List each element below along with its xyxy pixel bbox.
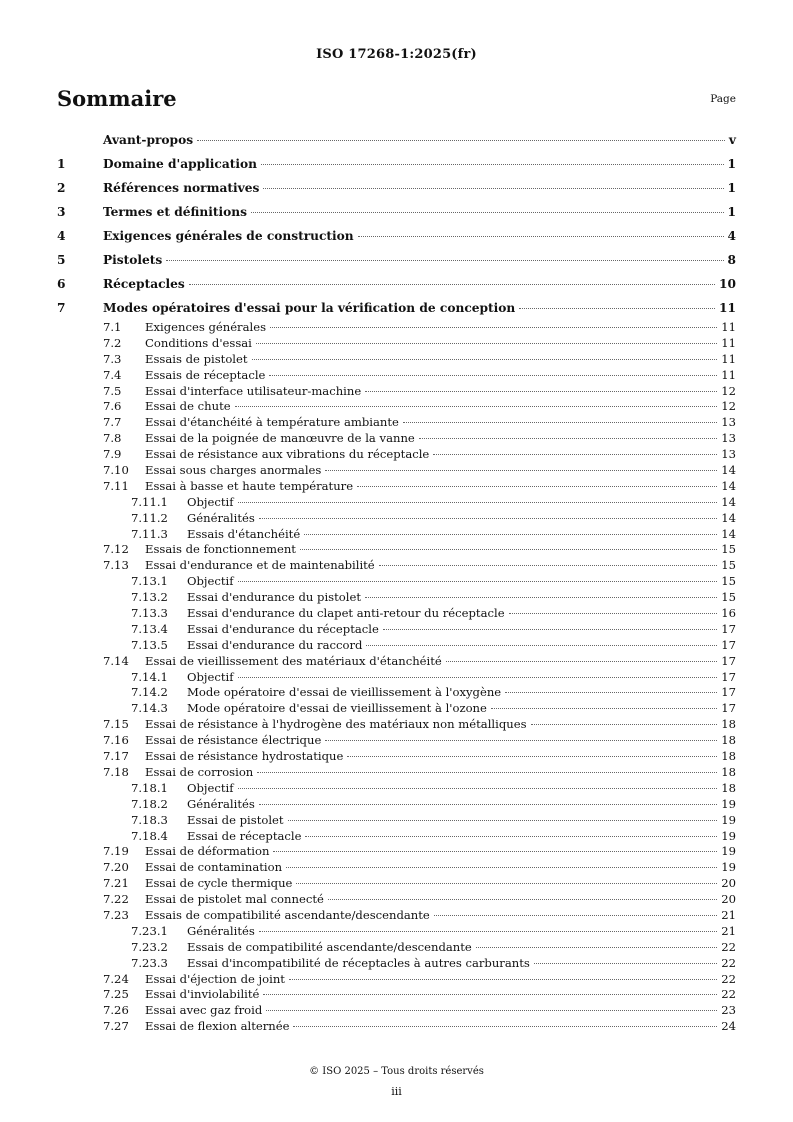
toc-entry[interactable]	[57, 685, 736, 701]
toc-entry[interactable]	[57, 638, 736, 654]
toc-entry-page: 17	[721, 637, 736, 652]
toc-dot-leader	[266, 1010, 717, 1011]
toc-entry-page: 22	[721, 939, 736, 954]
toc-entry-title: Domaine d'application	[103, 157, 257, 171]
toc-entry[interactable]	[57, 606, 736, 622]
toc-entry[interactable]	[57, 844, 736, 860]
toc-entry-number: 7.14.3	[131, 701, 168, 716]
toc-entry-page: 18	[721, 717, 736, 732]
toc-entry-number: 7.6	[103, 399, 122, 414]
toc-entry-title: Essai d'endurance du réceptacle	[187, 621, 379, 636]
toc-entry[interactable]	[57, 670, 736, 686]
toc-dot-leader	[403, 422, 717, 423]
toc-entry-page: 12	[721, 399, 736, 414]
toc-entry-title: Exigences générales de construction	[103, 229, 354, 243]
toc-entry-number: 7.26	[103, 1003, 129, 1018]
toc-entry-page: 11	[721, 367, 736, 382]
toc-dot-leader	[328, 899, 717, 900]
toc-dot-leader	[197, 140, 725, 141]
toc-entry-number: 7.18	[103, 764, 129, 779]
toc-dot-leader	[358, 236, 724, 237]
toc-dot-leader	[259, 518, 717, 519]
toc-entry-number: 7.13.5	[131, 637, 168, 652]
toc-entry-page: 14	[721, 526, 736, 541]
toc-entry-number: 7.19	[103, 844, 129, 859]
toc-entry-page: 19	[721, 860, 736, 875]
toc-entry[interactable]	[57, 701, 736, 717]
toc-entry-number: 7.13	[103, 558, 129, 573]
toc-entry-number: 7.23.1	[131, 923, 168, 938]
toc-entry[interactable]	[57, 296, 736, 320]
toc-entry[interactable]	[57, 749, 736, 765]
toc-entry-title: Essai d'éjection de joint	[145, 971, 285, 986]
toc-entry[interactable]	[57, 797, 736, 813]
toc-entry-title: Essai sous charges anormales	[145, 463, 322, 478]
toc-dot-leader	[383, 629, 717, 630]
toc-dot-leader	[257, 772, 717, 773]
copyright-footer: © ISO 2025 – Tous droits réservés	[309, 1066, 484, 1077]
toc-entry-title: Essais de réceptacle	[145, 367, 266, 382]
toc-entry-page: 12	[721, 383, 736, 398]
toc-entry-number: 7.23	[103, 907, 129, 922]
toc-entry-title: Essai de pistolet	[187, 812, 284, 827]
toc-entry[interactable]	[57, 368, 736, 384]
toc-dot-leader	[305, 836, 717, 837]
toc-entry[interactable]	[57, 622, 736, 638]
toc-entry-number: 7.13.4	[131, 621, 168, 636]
toc-dot-leader	[365, 391, 717, 392]
page-column-label: Page	[710, 93, 736, 105]
toc-entry-title: Essais de fonctionnement	[145, 542, 296, 557]
toc-entry-title: Essai de résistance à l'hydrogène des matériaux non métalliques	[145, 717, 527, 732]
toc-dot-leader	[531, 724, 718, 725]
toc-entry-page: 18	[721, 733, 736, 748]
toc-entry[interactable]	[57, 1019, 736, 1035]
toc-entry[interactable]	[57, 972, 736, 988]
toc-dot-leader	[296, 883, 717, 884]
toc-entry-title: Essai de contamination	[145, 860, 283, 875]
toc-dot-leader	[366, 645, 717, 646]
toc-entry-title: Essais de compatibilité ascendante/descendante	[187, 939, 472, 954]
toc-entry[interactable]	[57, 558, 736, 574]
toc-dot-leader	[293, 1026, 717, 1027]
toc-entry-page: 10	[719, 277, 736, 291]
toc-entry-number: 7.10	[103, 463, 129, 478]
toc-entry-title: Avant-propos	[103, 133, 194, 147]
toc-entry-title: Essai de réceptacle	[187, 828, 302, 843]
toc-entry-page: 11	[721, 351, 736, 366]
toc-entry[interactable]	[57, 956, 736, 972]
toc-entry-page: 18	[721, 764, 736, 779]
toc-entry-number: 7.18.3	[131, 812, 168, 827]
toc-dot-leader	[304, 534, 717, 535]
toc-entry-number: 1	[57, 157, 66, 171]
toc-entry-page: 17	[721, 621, 736, 636]
toc-entry-title: Essai de résistance électrique	[145, 733, 322, 748]
toc-entry-number: 7.13.3	[131, 606, 168, 621]
toc-entry-page: 17	[721, 669, 736, 684]
toc-entry-title: Mode opératoire d'essai de vieillissement à l'oxygène	[187, 685, 502, 700]
toc-entry-title: Essai de résistance hydrostatique	[145, 749, 344, 764]
toc-entry-page: 22	[721, 955, 736, 970]
toc-entry[interactable]	[57, 463, 736, 479]
toc-entry-title: Essai d'interface utilisateur-machine	[145, 383, 362, 398]
toc-dot-leader	[261, 164, 724, 165]
toc-entry-number: 7.13.2	[131, 590, 168, 605]
toc-entry[interactable]	[57, 152, 736, 176]
toc-entry-title: Essai de cycle thermique	[145, 876, 293, 891]
toc-entry-number: 7.14.2	[131, 685, 168, 700]
toc-entry-title: Conditions d'essai	[145, 335, 252, 350]
toc-entry[interactable]	[57, 876, 736, 892]
toc-entry-title: Essai de la poignée de manœuvre de la vanne	[145, 431, 415, 446]
toc-entry[interactable]	[57, 384, 736, 400]
toc-entry-title: Essai d'endurance et de maintenabilité	[145, 558, 375, 573]
toc-dot-leader	[357, 486, 717, 487]
toc-entry-number: 6	[57, 277, 66, 291]
toc-dot-leader	[491, 708, 717, 709]
toc-entry-number: 7.22	[103, 892, 129, 907]
toc-entry-page: 15	[721, 542, 736, 557]
toc-entry-title: Généralités	[187, 796, 255, 811]
toc-entry-page: v	[728, 133, 736, 147]
toc-entry[interactable]	[57, 176, 736, 200]
toc-dot-leader	[289, 979, 717, 980]
toc-entry[interactable]	[57, 542, 736, 558]
toc-entry-page: 18	[721, 749, 736, 764]
toc-entry-page: 11	[721, 320, 736, 334]
toc-entry-number: 7.8	[103, 431, 122, 446]
toc-entry-page: 18	[721, 780, 736, 795]
toc-entry-page: 15	[721, 590, 736, 605]
toc-entry-title: Exigences générales	[145, 320, 267, 334]
toc-dot-leader	[300, 549, 717, 550]
toc-dot-leader	[238, 502, 718, 503]
toc-entry-page: 15	[721, 558, 736, 573]
toc-entry-number: 7.18.1	[131, 780, 168, 795]
toc-entry-page: 14	[721, 510, 736, 525]
toc-entry-page: 13	[721, 431, 736, 446]
toc-entry-title: Objectif	[187, 780, 234, 795]
toc-entry-number: 7.23.3	[131, 955, 168, 970]
toc-dot-leader	[238, 788, 718, 789]
toc-entry-title: Essai d'endurance du clapet anti-retour du réceptacle	[187, 606, 505, 621]
toc-dot-leader	[238, 581, 718, 582]
toc-entry-page: 22	[721, 987, 736, 1002]
toc-entry-number: 4	[57, 229, 66, 243]
toc-entry-number: 7.7	[103, 415, 122, 430]
toc-dot-leader	[347, 756, 717, 757]
toc-entry-title: Essai à basse et haute température	[145, 478, 354, 493]
toc-entry[interactable]	[57, 765, 736, 781]
toc-dot-leader	[269, 375, 717, 376]
toc-entry[interactable]	[57, 431, 736, 447]
toc-entry-number: 7	[57, 301, 66, 315]
toc-entry[interactable]	[57, 860, 736, 876]
toc-entry[interactable]	[57, 908, 736, 924]
toc-entry[interactable]	[57, 415, 736, 431]
toc-entry-title: Mode opératoire d'essai de vieillissement à l'ozone	[187, 701, 487, 716]
toc-entry[interactable]	[57, 336, 736, 352]
toc-entry[interactable]	[57, 447, 736, 463]
toc-dot-leader	[434, 915, 717, 916]
toc-dot-leader	[273, 851, 717, 852]
toc-entry-title: Objectif	[187, 574, 234, 589]
toc-entry[interactable]	[57, 320, 736, 336]
toc-entry[interactable]	[57, 829, 736, 845]
toc-entry-number: 7.15	[103, 717, 129, 732]
toc-entry-page: 14	[721, 494, 736, 509]
toc-dot-leader	[519, 308, 715, 309]
toc-entry-page: 19	[721, 844, 736, 859]
toc-entry-number: 7.21	[103, 876, 129, 891]
toc-entry-number: 7.25	[103, 987, 129, 1002]
toc-dot-leader	[251, 212, 724, 213]
toc-dot-leader	[259, 804, 717, 805]
toc-entry-number: 3	[57, 205, 66, 219]
page-title: Sommaire	[57, 86, 177, 111]
toc-entry-page: 11	[719, 301, 736, 315]
toc-entry-title: Essai de flexion alternée	[145, 1019, 290, 1034]
toc-entry-number: 7.11	[103, 478, 129, 493]
toc-entry-page: 20	[721, 876, 736, 891]
toc-entry-title: Objectif	[187, 669, 234, 684]
toc-entry[interactable]	[57, 781, 736, 797]
toc-entry-title: Modes opératoires d'essai pour la vérification de conception	[103, 301, 516, 315]
toc-entry[interactable]	[57, 352, 736, 368]
toc-entry[interactable]	[57, 574, 736, 590]
toc-entry[interactable]	[57, 924, 736, 940]
toc-entry-title: Objectif	[187, 494, 234, 509]
toc-entry-title: Essais d'étanchéité	[187, 526, 301, 541]
toc-entry-title: Essai d'endurance du pistolet	[187, 590, 361, 605]
toc-dot-leader	[259, 931, 717, 932]
toc-entry-page: 17	[721, 653, 736, 668]
toc-entry-page: 19	[721, 812, 736, 827]
toc-entry-title: Réceptacles	[103, 277, 185, 291]
toc-entry-number: 7.14.1	[131, 669, 168, 684]
toc-entry-page: 23	[721, 1003, 736, 1018]
toc-entry-number: 7.23.2	[131, 939, 168, 954]
toc-entry-title: Essai d'étanchéité à température ambiante	[145, 415, 399, 430]
toc-entry[interactable]	[57, 527, 736, 543]
toc-entry-title: Essai de déformation	[145, 844, 270, 859]
toc-entry-title: Essai de résistance aux vibrations du réceptacle	[145, 447, 430, 462]
toc-entry[interactable]	[57, 495, 736, 511]
toc-entry-page: 1	[727, 205, 736, 219]
toc-dot-leader	[288, 820, 718, 821]
toc-entry-page: 17	[721, 685, 736, 700]
toc-entry-title: Essai d'incompatibilité de réceptacles à autres carburants	[187, 955, 530, 970]
toc-entry-page: 24	[721, 1019, 736, 1034]
toc-entry-page: 14	[721, 463, 736, 478]
toc-dot-leader	[433, 454, 717, 455]
toc-entry[interactable]	[57, 272, 736, 296]
toc-dot-leader	[238, 677, 718, 678]
toc-entry-title: Essai d'endurance du raccord	[187, 637, 363, 652]
toc-entry-number: 7.16	[103, 733, 129, 748]
toc-entry-title: Essai de pistolet mal connecté	[145, 892, 324, 907]
toc-entry-number: 7.18.2	[131, 796, 168, 811]
toc-entry-number: 7.2	[103, 335, 122, 350]
toc-entry-title: Références normatives	[103, 181, 260, 195]
toc-entry-number: 7.5	[103, 383, 122, 398]
toc-entry-page: 1	[727, 157, 736, 171]
toc-entry[interactable]	[57, 987, 736, 1003]
toc-entry-title: Essai de chute	[145, 399, 231, 414]
toc-entry-number: 7.27	[103, 1019, 129, 1034]
toc-entry[interactable]	[57, 733, 736, 749]
toc-entry-page: 15	[721, 574, 736, 589]
toc-entry-number: 7.24	[103, 971, 129, 986]
toc-dot-leader	[509, 613, 718, 614]
toc-entry[interactable]	[57, 399, 736, 415]
toc-entry-title: Essai de vieillissement des matériaux d'étanchéité	[145, 653, 442, 668]
toc-entry-number: 7.17	[103, 749, 129, 764]
toc-entry[interactable]	[57, 128, 736, 152]
toc-entry-page: 17	[721, 701, 736, 716]
toc-entry-page: 8	[727, 253, 736, 267]
toc-entry-page: 22	[721, 971, 736, 986]
toc-entry-page: 16	[721, 606, 736, 621]
toc-dot-leader	[365, 597, 717, 598]
toc-entry-number: 7.3	[103, 351, 122, 366]
toc-entry-title: Pistolets	[103, 253, 163, 267]
toc-entry-title: Termes et définitions	[103, 205, 247, 219]
toc-entry-number: 7.20	[103, 860, 129, 875]
toc-entry-page: 13	[721, 415, 736, 430]
toc-dot-leader	[325, 740, 717, 741]
toc-entry-title: Généralités	[187, 923, 255, 938]
toc-entry-number: 7.9	[103, 447, 122, 462]
toc-dot-leader	[534, 963, 717, 964]
toc-dot-leader	[476, 947, 717, 948]
toc-dot-leader	[419, 438, 717, 439]
toc-entry-number: 2	[57, 181, 66, 195]
toc-entry-page: 19	[721, 796, 736, 811]
toc-entry-number: 7.11.3	[131, 526, 168, 541]
toc-dot-leader	[286, 867, 717, 868]
toc-dot-leader	[325, 470, 717, 471]
toc-entry-page: 19	[721, 828, 736, 843]
toc-entry[interactable]	[57, 224, 736, 248]
toc-dot-leader	[252, 359, 718, 360]
toc-entry[interactable]	[57, 200, 736, 224]
toc-entry-title: Généralités	[187, 510, 255, 525]
page-number: iii	[391, 1085, 402, 1098]
toc-entry-page: 4	[727, 229, 736, 243]
table-of-contents	[57, 128, 736, 1035]
toc-entry[interactable]	[57, 511, 736, 527]
toc-entry[interactable]	[57, 940, 736, 956]
toc-entry[interactable]	[57, 1003, 736, 1019]
toc-entry[interactable]	[57, 248, 736, 272]
toc-dot-leader	[189, 284, 715, 285]
toc-dot-leader	[263, 188, 723, 189]
toc-entry[interactable]	[57, 717, 736, 733]
toc-dot-leader	[235, 406, 718, 407]
toc-entry-number: 7.12	[103, 542, 129, 557]
toc-entry-number: 5	[57, 253, 66, 267]
toc-entry-page: 1	[727, 181, 736, 195]
toc-entry-title: Essais de compatibilité ascendante/descendante	[145, 907, 430, 922]
document-id-header: ISO 17268-1:2025(fr)	[316, 47, 477, 62]
toc-entry[interactable]	[57, 813, 736, 829]
toc-entry-page: 14	[721, 478, 736, 493]
toc-entry-page: 21	[721, 907, 736, 922]
toc-dot-leader	[379, 565, 718, 566]
toc-entry[interactable]	[57, 892, 736, 908]
toc-entry-number: 7.1	[103, 320, 122, 334]
toc-entry-number: 7.18.4	[131, 828, 168, 843]
toc-dot-leader	[263, 994, 717, 995]
toc-entry-number: 7.11.2	[131, 510, 168, 525]
toc-entry-page: 13	[721, 447, 736, 462]
toc-entry-number: 7.13.1	[131, 574, 168, 589]
toc-entry-page: 20	[721, 892, 736, 907]
toc-entry-number: 7.14	[103, 653, 129, 668]
toc-entry-number: 7.4	[103, 367, 122, 382]
toc-entry-page: 11	[721, 335, 736, 350]
toc-entry-title: Essais de pistolet	[145, 351, 248, 366]
toc-entry-page: 21	[721, 923, 736, 938]
toc-entry[interactable]	[57, 479, 736, 495]
toc-entry[interactable]	[57, 590, 736, 606]
toc-entry-title: Essai d'inviolabilité	[145, 987, 260, 1002]
toc-dot-leader	[166, 260, 723, 261]
toc-entry-number: 7.11.1	[131, 494, 168, 509]
toc-dot-leader	[256, 343, 717, 344]
toc-entry-title: Essai de corrosion	[145, 764, 254, 779]
toc-dot-leader	[446, 661, 717, 662]
toc-dot-leader	[505, 692, 717, 693]
toc-entry-title: Essai avec gaz froid	[145, 1003, 263, 1018]
toc-entry[interactable]	[57, 654, 736, 670]
toc-dot-leader	[270, 327, 717, 328]
